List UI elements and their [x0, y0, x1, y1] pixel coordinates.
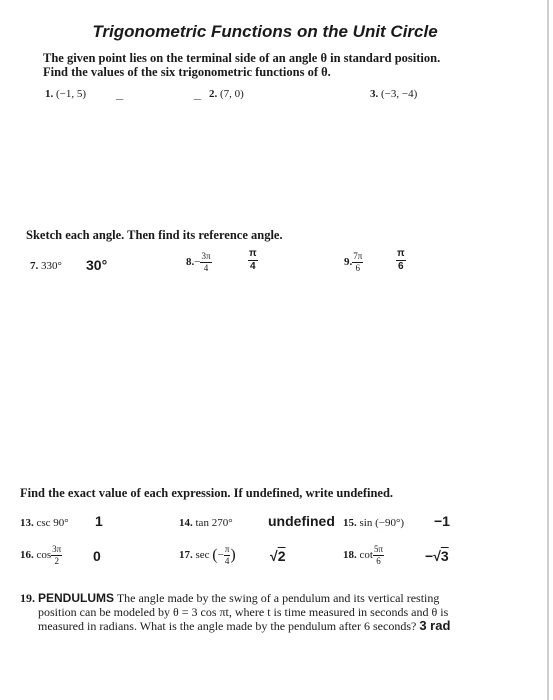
- problem-16: [20, 545, 62, 566]
- denominator: 2: [54, 556, 59, 566]
- answer-14: undefined: [268, 513, 335, 529]
- section1-instructions: [43, 51, 440, 79]
- problem-1: [45, 88, 86, 100]
- problem-line: measured in radians. What is the angle made by the pendulum after 6 seconds?: [38, 619, 417, 633]
- fraction: [200, 252, 211, 273]
- fraction: [248, 249, 258, 272]
- answer-blank: _: [116, 86, 124, 101]
- answer-9: [396, 249, 406, 272]
- problem-text: (−3, −4): [381, 88, 418, 100]
- page-title: Trigonometric Functions on the Unit Circle: [92, 22, 438, 41]
- problem-text: sin (−90°): [359, 517, 405, 529]
- problem-19-line3: [20, 619, 450, 633]
- problem-text: csc 90°: [36, 517, 69, 529]
- sqrt-symbol: √: [433, 548, 441, 564]
- problem-number: 15.: [343, 517, 357, 529]
- problem-8: [186, 252, 212, 273]
- numerator: 3π: [201, 251, 211, 261]
- numerator: 5π: [373, 544, 383, 554]
- problem-line: position can be modeled by θ = 3 cos πt, where t is time measured in seconds and θ is: [38, 605, 449, 619]
- problem-7: [30, 260, 62, 272]
- answer-18: [425, 548, 449, 564]
- section1-instruction-line2: Find the values of the six trigonometric functions of θ.: [43, 65, 331, 79]
- numerator: 3π: [52, 544, 62, 554]
- problem-number: 7.: [30, 260, 39, 272]
- problem-text: cot: [359, 549, 373, 562]
- problem-number: 18.: [343, 549, 357, 562]
- problem-number: 13.: [20, 517, 34, 529]
- problem-heading: PENDULUMS: [38, 591, 115, 605]
- sqrt-symbol: √: [270, 548, 278, 564]
- problem-text: 330°: [41, 260, 62, 272]
- numerator: π: [224, 544, 230, 554]
- problem-13: [20, 517, 69, 529]
- problem-text: (−1, 5): [56, 88, 87, 100]
- radicand: 3: [440, 548, 449, 564]
- problem-number: 2.: [209, 88, 218, 100]
- problem-number: 8.: [186, 256, 195, 269]
- answer-17: [270, 548, 285, 564]
- section2-instruction: Sketch each angle. Then find its reference angle.: [26, 228, 283, 242]
- problem-line: The angle made by the swing of a pendulum and its vertical resting: [116, 591, 440, 605]
- answer-8: [248, 249, 258, 272]
- denominator: 4: [203, 263, 209, 273]
- problem-19-line1: [20, 591, 450, 605]
- left-paren: (: [212, 546, 218, 564]
- numerator: 7π: [353, 251, 363, 261]
- denominator: 4: [224, 556, 230, 566]
- denominator: 6: [398, 261, 404, 272]
- answer-16: 0: [93, 548, 101, 564]
- problem-number: 3.: [370, 88, 379, 100]
- problem-number: 1.: [45, 88, 54, 100]
- answer-7: 30°: [86, 257, 108, 273]
- answer-15: −1: [434, 513, 450, 529]
- section1-instruction-line1: The given point lies on the terminal side of an angle θ in standard position.: [43, 51, 441, 65]
- problem-15: [343, 517, 404, 529]
- problem-18: [343, 545, 384, 566]
- answer-blank: _: [194, 86, 202, 101]
- fraction: [396, 249, 406, 272]
- section3-instruction: Find the exact value of each expression. If undefined, write undefined.: [20, 486, 394, 500]
- problem-text: tan 270°: [195, 517, 233, 529]
- fraction: [373, 545, 384, 566]
- radicand: 2: [277, 548, 286, 564]
- problem-number: 9.: [344, 256, 353, 269]
- problem-2: [209, 88, 244, 100]
- denominator: 6: [355, 263, 361, 273]
- right-paren: ): [230, 546, 236, 564]
- denominator: 4: [250, 261, 256, 272]
- page-edge-line: [547, 0, 549, 700]
- fraction: [51, 545, 62, 566]
- problem-3: [370, 88, 417, 100]
- minus-sign: −: [217, 549, 224, 562]
- answer-13: 1: [95, 513, 103, 529]
- answer-sign: −: [425, 548, 434, 564]
- problem-17: [179, 545, 236, 566]
- problem-9: [344, 252, 363, 273]
- minus-sign: −: [194, 256, 201, 269]
- problem-19: [20, 591, 450, 633]
- denominator: 6: [376, 556, 381, 566]
- problem-14: [179, 517, 233, 529]
- problem-text: sec: [195, 549, 210, 562]
- answer-19: 3 rad: [419, 618, 451, 633]
- fraction: [352, 252, 363, 273]
- problem-number: 17.: [179, 549, 193, 562]
- problem-number: 19.: [20, 591, 35, 605]
- problem-number: 16.: [20, 549, 34, 562]
- numerator: π: [249, 248, 257, 259]
- problem-text: cos: [36, 549, 52, 562]
- problem-text: (7, 0): [220, 88, 244, 100]
- numerator: π: [397, 248, 405, 259]
- problem-number: 14.: [179, 517, 193, 529]
